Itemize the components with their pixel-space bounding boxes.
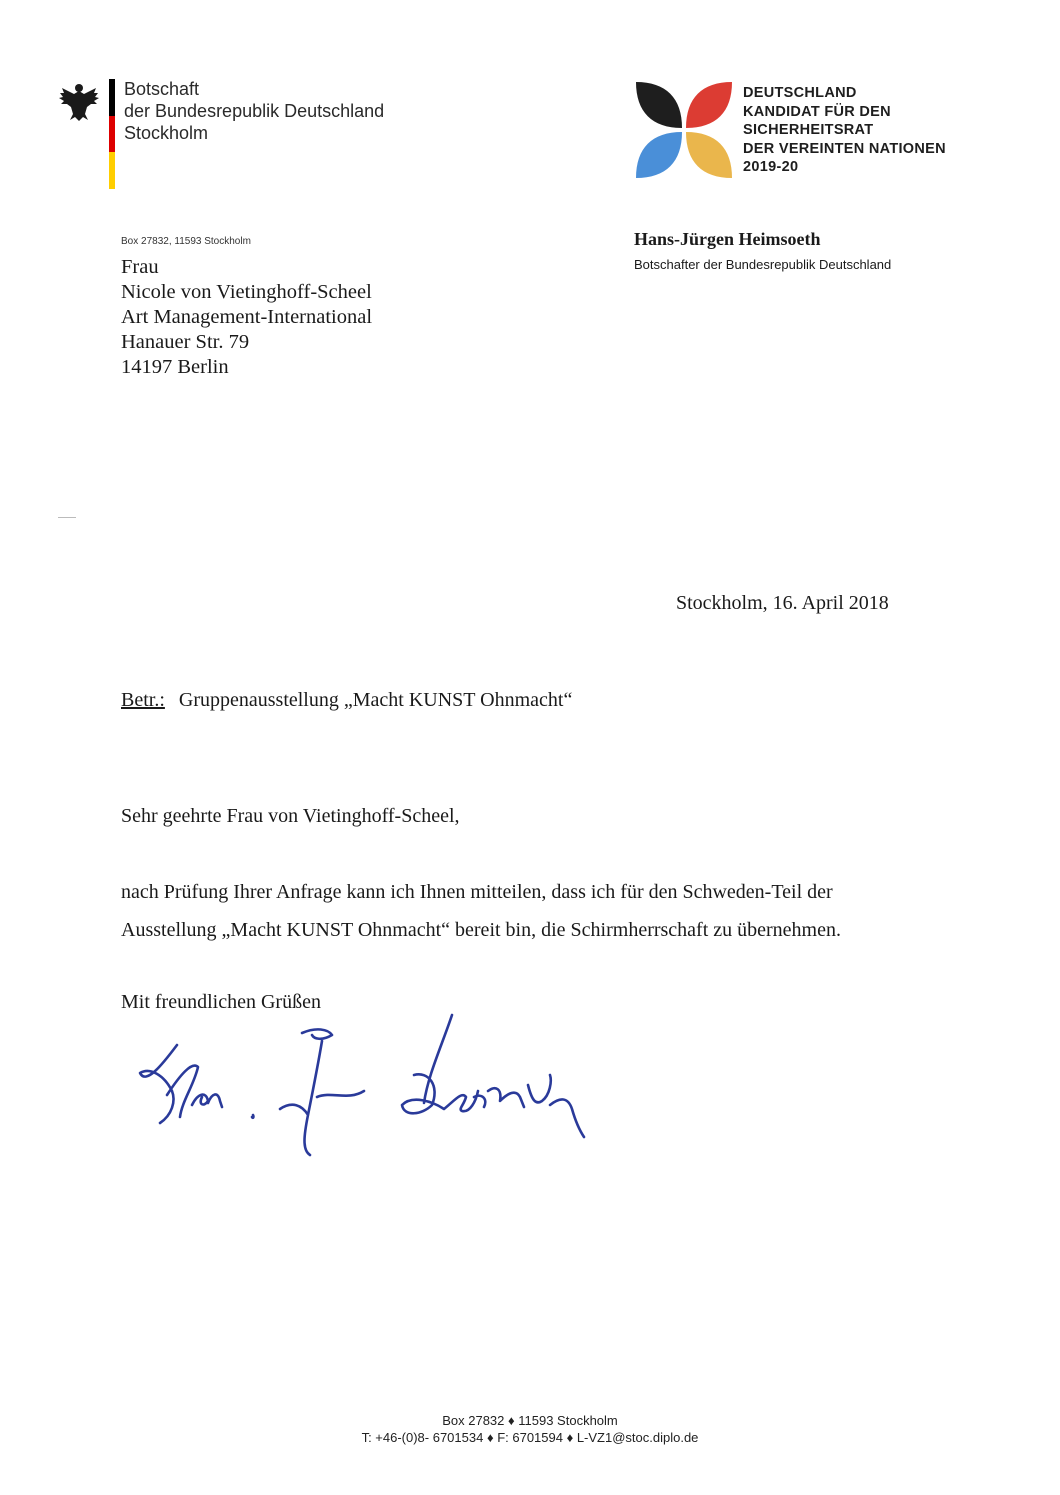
logo-petal-red [686,82,732,128]
embassy-name-line-1: Botschaft [124,79,200,99]
letter-body [121,873,921,949]
logo-petal-black [636,82,682,128]
logo-petal-blue [636,132,682,178]
footer-address: Box 27832 ♦ 11593 Stockholm [442,1413,618,1428]
embassy-name [124,78,384,144]
letter-date: Stockholm, 16. April 2018 [676,592,889,614]
recipient-line: Nicole von Vietinghoff-Scheel [121,281,372,303]
candidacy-line-3: SICHERHEITSRAT [743,122,874,138]
subject-line [121,689,572,712]
subject-text: Gruppenausstellung „Macht KUNST Ohnmacht“ [178,689,573,711]
security-council-candidacy-logo [632,78,736,182]
salutation: Sehr geehrte Frau von Vietinghoff-Scheel, [121,805,460,827]
footer-contact: T: +46-(0)8- 6701534 ♦ F: 6701594 ♦ L-VZ1@stoc.diplo.de [361,1430,699,1445]
sender-title: Botschafter der Bundesrepublik Deutschland [634,257,892,272]
fold-mark [58,517,76,518]
body-line: Ausstellung „Macht KUNST Ohnmacht“ bereit bin, die Schirmherrschaft zu übernehmen. [121,919,841,941]
candidacy-line-5: 2019-20 [743,159,799,175]
flag-stripe-gold [109,152,115,189]
embassy-name-line-2: der Bundesrepublik Deutschland [124,101,385,121]
federal-eagle-icon [57,80,101,124]
candidacy-text [743,84,946,177]
return-address: Box 27832, 11593 Stockholm [121,236,251,247]
candidacy-line-1: DEUTSCHLAND [743,85,857,101]
handwritten-signature [132,1005,602,1165]
candidacy-line-2: KANDIDAT FÜR DEN [743,103,891,120]
body-line: nach Prüfung Ihrer Anfrage kann ich Ihnen mitteilen, dass ich für den Schweden-Teil der [121,881,833,903]
embassy-name-line-3: Stockholm [124,123,209,143]
flag-stripe-red [109,116,115,153]
german-flag-bar [109,79,115,189]
recipient-line: Art Management-International [121,306,373,328]
candidacy-line-4: DER VEREINTEN NATIONEN [743,140,946,157]
recipient-line: Frau [121,256,159,278]
recipient-address [121,255,372,380]
sender-name: Hans-Jürgen Heimsoeth [634,229,821,249]
recipient-line: Hanauer Str. 79 [121,331,250,353]
subject-label: Betr.: [121,689,165,711]
logo-petal-gold [686,132,732,178]
flag-stripe-black [109,79,115,116]
closing: Mit freundlichen Grüßen [121,991,321,1013]
letter-footer [0,1412,1060,1446]
recipient-line: 14197 Berlin [121,356,229,378]
